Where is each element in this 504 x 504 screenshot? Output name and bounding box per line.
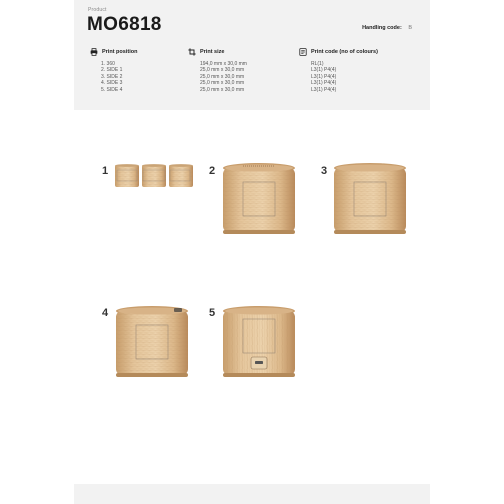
print-size-header [188, 48, 247, 56]
print-code-title: Print code (no of colours) [311, 49, 378, 55]
print-code-header [299, 48, 378, 56]
print-size-row: 25,0 mm x 30,0 mm [200, 67, 245, 74]
product-sheet [74, 0, 430, 504]
position-number-3: 3 [321, 165, 328, 177]
print-code-icon [299, 48, 307, 56]
print-code-row: L3(1) P4(4) [311, 67, 337, 74]
speaker-image-side-4 [221, 305, 297, 381]
handling-code-value: B [408, 25, 412, 31]
print-size-row: 25,0 mm x 30,0 mm [200, 73, 245, 80]
print-position-row: 1. 360 [101, 61, 115, 67]
product-code: MO6818 [87, 14, 162, 35]
printer-icon [90, 48, 98, 56]
crop-icon [188, 48, 196, 56]
print-size-column [188, 48, 247, 93]
speaker-image-360 [114, 163, 194, 189]
header [74, 0, 430, 110]
print-size-title: Print size [200, 49, 225, 55]
print-position-row: 3. SIDE 2 [101, 73, 123, 80]
print-position-row: 5. SIDE 4 [101, 86, 123, 93]
position-number-2: 2 [209, 165, 216, 177]
print-position-title: Print position [102, 49, 138, 55]
print-position-row: 2. SIDE 1 [101, 67, 123, 74]
print-position-column [90, 48, 137, 93]
print-position-header [90, 48, 137, 56]
print-code-row: L3(1) P4(4) [311, 73, 337, 80]
print-position-row: 4. SIDE 3 [101, 80, 123, 87]
print-code-row: RL(1) [311, 61, 324, 67]
handling-code [362, 25, 412, 31]
position-number-4: 4 [102, 307, 109, 319]
position-number-5: 5 [209, 307, 216, 319]
print-size-row: 25,0 mm x 30,0 mm [200, 80, 245, 87]
print-size-row: 194,0 mm x 30,0 mm [200, 61, 247, 67]
print-code-column [299, 48, 378, 93]
speaker-image-side-3 [114, 305, 190, 381]
speaker-image-side-2 [332, 162, 408, 238]
handling-code-label: Handling code: [362, 25, 402, 31]
product-kicker: Product [88, 7, 107, 13]
print-size-row: 25,0 mm x 30,0 mm [200, 86, 245, 93]
print-code-row: L3(1) P4(4) [311, 80, 337, 87]
speaker-image-side-1 [221, 162, 297, 238]
print-code-row: L3(1) P4(4) [311, 86, 337, 93]
position-number-1: 1 [102, 165, 109, 177]
footer-bar [74, 484, 430, 504]
